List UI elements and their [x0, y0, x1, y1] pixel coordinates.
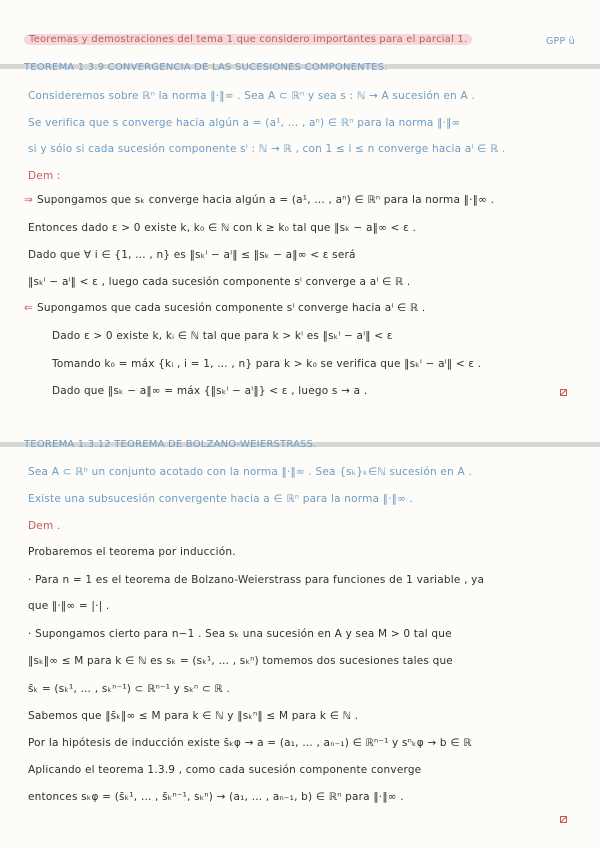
proof-line-5: ‖sₖ‖∞ ≤ M para k ∈ ℕ es sₖ = (sₖ¹, … , sₖⁿ) tomemos dos sucesiones tales que — [28, 655, 453, 667]
theorem-2-statement-line-2: Existe una subsucesión convergente hacia a ∈ ℝⁿ para la norma ‖·‖∞ . — [28, 493, 414, 505]
proof-backward-line-3: Tomando k₀ = máx {kᵢ , i = 1, … , n} para k > k₀ se verifica que ‖sₖⁱ − aⁱ‖ < ε . — [52, 358, 482, 370]
theorem-2-statement-line-1: Sea A ⊂ ℝⁿ un conjunto acotado con la norma ‖·‖∞ . Sea {sₖ}ₖ∈ℕ sucesión en A . — [28, 466, 472, 478]
page-header-title: Teoremas y demostraciones del tema 1 que considero importantes para el parcial 1. — [24, 34, 472, 45]
qed-square-icon — [560, 816, 567, 823]
proof-line-10: entonces sₖφ = (s̄ₖ¹, … , s̄ₖⁿ⁻¹, sₖⁿ) → (a₁, … , aₙ₋₁, b) ∈ ℝⁿ para ‖·‖∞ . — [28, 791, 404, 803]
author-tag: GPP ü — [546, 36, 575, 47]
proof-line-7: Sabemos que ‖s̄ₖ‖∞ ≤ M para k ∈ ℕ y ‖sₖⁿ‖ ≤ M para k ∈ ℕ . — [28, 710, 359, 722]
implied-by-arrow-icon: ⇐ — [24, 302, 33, 314]
theorem-1-statement-line-2: Se verifica que s converge hacia algún a = (a¹, … , aⁿ) ∈ ℝⁿ para la norma ‖·‖∞ — [28, 117, 461, 129]
proof-forward-line-2: Entonces dado ε > 0 existe k, k₀ ∈ ℕ con k ≥ k₀ tal que ‖sₖ − a‖∞ < ε . — [28, 222, 417, 234]
proof-line-2: · Para n = 1 es el teorema de Bolzano-Weierstrass para funciones de 1 variable , ya — [28, 574, 485, 586]
proof-backward-line-1: ⇐ Supongamos que cada sucesión componente sⁱ converge hacia aⁱ ∈ ℝ . — [24, 302, 426, 314]
theorem-1-title: TEOREMA 1.3.9 CONVERGENCIA DE LAS SUCESIONES COMPONENTES. — [24, 62, 388, 73]
proof-forward-line-3: Dado que ∀ i ∈ {1, … , n} es ‖sₖⁱ − aⁱ‖ ≤ ‖sₖ − a‖∞ < ε será — [28, 249, 356, 261]
proof-line-3: que ‖·‖∞ = |·| . — [28, 600, 110, 612]
proof-line-4: · Supongamos cierto para n−1 . Sea sₖ una sucesión en A y sea M > 0 tal que — [28, 628, 452, 640]
implies-arrow-icon: ⇒ — [24, 194, 33, 206]
proof-line-6: s̄ₖ = (sₖ¹, … , sₖⁿ⁻¹) ⊂ ℝⁿ⁻¹ y sₖⁿ ⊂ ℝ . — [28, 683, 231, 695]
proof-forward-line-4: ‖sₖⁱ − aⁱ‖ < ε , luego cada sucesión componente sⁱ converge a aⁱ ∈ ℝ . — [28, 276, 411, 288]
theorem-1-statement-line-3: si y sólo si cada sucesión componente sⁱ : ℕ → ℝ , con 1 ≤ i ≤ n converge hacia aⁱ ∈ ℝ . — [28, 143, 506, 155]
theorem-1-statement-line-1: Consideremos sobre ℝⁿ la norma ‖·‖∞ . Sea A ⊂ ℝⁿ y sea s : ℕ → A sucesión en A . — [28, 90, 475, 102]
proof-line-9: Aplicando el teorema 1.3.9 , como cada sucesión componente converge — [28, 764, 422, 776]
proof-line-1: Probaremos el teorema por inducción. — [28, 546, 236, 558]
proof-backward-line-4: Dado que ‖sₖ − a‖∞ = máx {‖sₖⁱ − aⁱ‖} < ε , luego s → a . — [52, 385, 368, 397]
proof-forward-line-1: ⇒ Supongamos que sₖ converge hacia algún a = (a¹, … , aⁿ) ∈ ℝⁿ para la norma ‖·‖∞ . — [24, 194, 495, 206]
qed-square-icon — [560, 389, 567, 396]
proof-line-8: Por la hipótesis de inducción existe s̄ₖφ → a = (a₁, … , aₙ₋₁) ∈ ℝⁿ⁻¹ y sⁿₖφ → b ∈ ℝ — [28, 737, 472, 749]
proof-backward-line-2: Dado ε > 0 existe k, kᵢ ∈ ℕ tal que para k > kⁱ es ‖sₖⁱ − aⁱ‖ < ε — [52, 330, 393, 342]
theorem-1-proof-label: Dem : — [28, 170, 61, 182]
theorem-2-proof-label: Dem . — [28, 520, 61, 532]
theorem-2-title: TEOREMA 1.3.12 TEOREMA DE BOLZANO-WEIERSTRASS. — [24, 439, 317, 450]
